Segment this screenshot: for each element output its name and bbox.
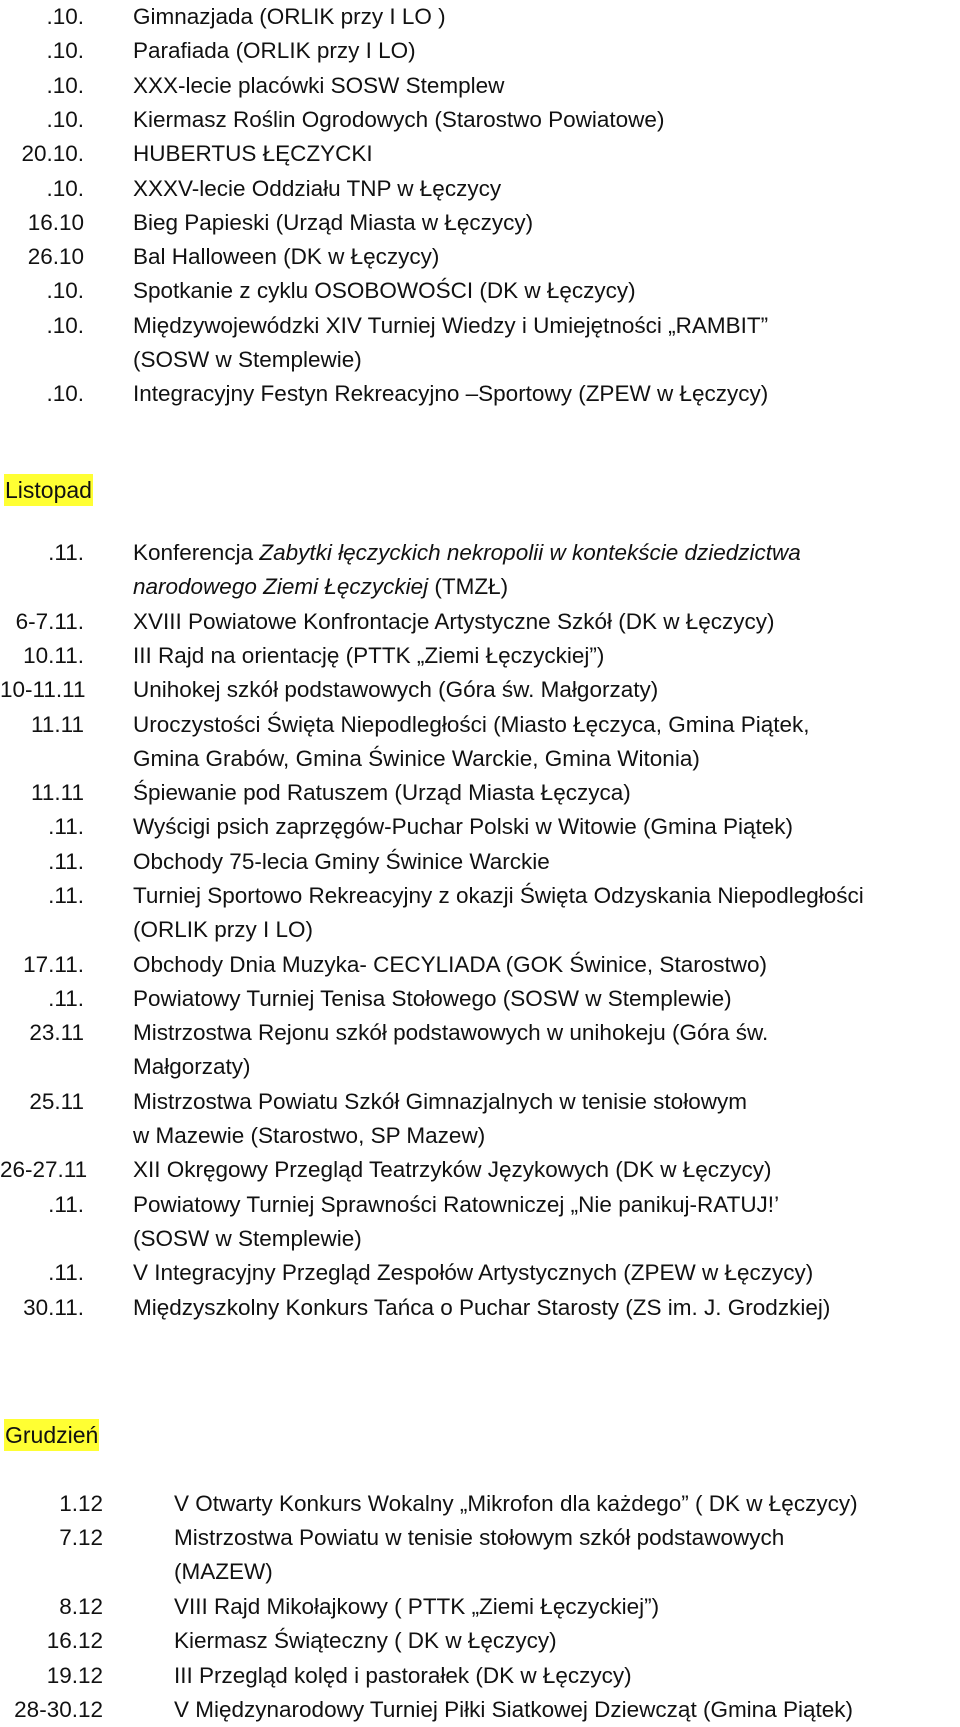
event-line	[133, 570, 801, 604]
event-date: .10.	[46, 312, 84, 338]
event-date: .10.	[46, 4, 84, 29]
event-date: 17.11.	[23, 951, 84, 977]
event-date: .11.	[48, 814, 84, 840]
event-description	[133, 845, 550, 879]
event-date: .11.	[48, 883, 84, 908]
event-description	[133, 1256, 813, 1290]
event-line: Spotkanie z cyklu OSOBOWOŚCI (DK w Łęczycy)	[133, 278, 636, 304]
event-line: Parafiada (ORLIK przy I LO)	[133, 38, 416, 64]
event-line: Międzyszkolny Konkurs Tańca o Puchar Starosty (ZS im. J. Grodzkiej)	[133, 1294, 831, 1320]
event-line: (SOSW w Stemplewie)	[133, 1225, 362, 1251]
event-description	[133, 639, 604, 673]
event-description	[133, 172, 501, 206]
event-description	[133, 879, 864, 947]
event-date: 8.12	[59, 1593, 103, 1619]
event-date: .10.	[46, 381, 84, 407]
event-date: 26.10	[27, 244, 84, 270]
event-description	[174, 1693, 853, 1727]
event-date: .11.	[48, 540, 84, 565]
event-date: 11.11	[31, 711, 84, 737]
event-date: 6-7.11.	[15, 608, 84, 634]
event-line: Obchody Dnia Muzyka- CECYLIADA (GOK Świnice, Starostwo)	[133, 951, 767, 977]
event-description	[133, 536, 801, 604]
event-line: Śpiewanie pod Ratuszem (Urząd Miasta Łęczyca)	[133, 780, 631, 806]
event-line: (ORLIK przy I LO)	[133, 917, 314, 942]
month-heading-december: Grudzień	[4, 1419, 99, 1451]
event-date: .10.	[46, 278, 84, 304]
event-date: 28-30.12	[14, 1696, 103, 1722]
event-description	[133, 69, 504, 103]
event-line: Turniej Sportowo Rekreacyjny z okazji Święta Odzyskania Niepodległości	[133, 883, 864, 908]
event-description	[133, 1188, 779, 1256]
event-line: XXX-lecie placówki SOSW Stemplew	[133, 72, 505, 98]
event-description	[174, 1624, 557, 1658]
event-description	[133, 206, 533, 240]
event-line: Uroczystości Święta Niepodległości (Miasto Łęczyca, Gmina Piątek,	[133, 711, 810, 737]
event-line: Kiermasz Roślin Ogrodowych (Starostwo Powiatowe)	[133, 106, 665, 132]
event-line: Bieg Papieski (Urząd Miasta w Łęczycy)	[133, 209, 534, 235]
event-description	[174, 1659, 632, 1693]
event-description	[133, 274, 636, 308]
event-description	[174, 1487, 858, 1521]
event-line: V Integracyjny Przegląd Zespołów Artystycznych (ZPEW w Łęczycy)	[133, 1260, 814, 1286]
event-date: .11.	[48, 1260, 84, 1286]
event-line: Powiatowy Turniej Sprawności Ratowniczej „Nie panikuj-RATUJ!’	[133, 1191, 780, 1217]
event-line: Obchody 75-lecia Gminy Świnice Warckie	[133, 848, 550, 874]
event-description	[133, 1153, 772, 1187]
event-line	[133, 536, 801, 570]
event-date: .10.	[46, 106, 84, 132]
event-description	[133, 240, 439, 274]
event-line: Międzywojewódzki XIV Turniej Wiedzy i Umiejętności „RAMBIT”	[133, 312, 769, 338]
event-line: Unihokej szkół podstawowych (Góra św. Małgorzaty)	[133, 677, 659, 703]
event-line: XVIII Powiatowe Konfrontacje Artystyczne Szkół (DK w Łęczycy)	[133, 608, 775, 634]
event-line: Powiatowy Turniej Tenisa Stołowego (SOSW w Stemplewie)	[133, 985, 732, 1011]
event-line: Mistrzostwa Powiatu Szkół Gimnazjalnych w tenisie stołowym	[133, 1088, 747, 1114]
event-line: HUBERTUS ŁĘCZYCKI	[133, 141, 373, 167]
event-date: 7.12	[59, 1525, 103, 1551]
event-date: 19.12	[46, 1662, 103, 1688]
event-line: Mistrzostwa Powiatu w tenisie stołowym szkół podstawowych	[174, 1525, 785, 1551]
event-line: w Mazewie (Starostwo, SP Mazew)	[133, 1122, 486, 1148]
event-line: Mistrzostwa Rejonu szkół podstawowych w unihokeju (Góra św.	[133, 1020, 769, 1046]
event-description	[133, 673, 658, 707]
event-date: 20.10.	[21, 141, 84, 167]
event-line: Bal Halloween (DK w Łęczycy)	[133, 244, 440, 270]
event-line: Wyścigi psich zaprzęgów-Puchar Polski w Witowie (Gmina Piątek)	[133, 814, 793, 840]
event-text: Konferencja	[133, 540, 260, 565]
event-description	[133, 309, 768, 377]
event-description	[174, 1590, 659, 1624]
event-date: 23.11	[29, 1020, 84, 1046]
event-date: 25.11	[29, 1088, 84, 1114]
event-date: .11.	[48, 985, 84, 1011]
event-description	[133, 377, 768, 411]
event-title-italic: narodowego Ziemi Łęczyckiej	[133, 574, 429, 599]
event-line: Integracyjny Festyn Rekreacyjno –Sportowy (ZPEW w Łęczycy)	[133, 381, 769, 407]
event-description	[133, 605, 775, 639]
event-row	[0, 536, 960, 604]
event-line: III Rajd na orientację (PTTK „Ziemi Łęczyckiej”)	[133, 642, 605, 668]
event-date: .10.	[46, 38, 84, 64]
event-text: (TMZŁ)	[428, 574, 509, 599]
event-description	[133, 34, 416, 68]
event-line: Kiermasz Świąteczny ( DK w Łęczycy)	[174, 1628, 557, 1654]
event-description	[133, 810, 793, 844]
event-line: (SOSW w Stemplewie)	[133, 346, 362, 372]
event-line: VIII Rajd Mikołajkowy ( PTTK „Ziemi Łęczyckiej”)	[174, 1593, 660, 1619]
event-line: V Międzynarodowy Turniej Piłki Siatkowej Dziewcząt (Gmina Piątek)	[174, 1696, 853, 1722]
event-date: .10.	[46, 175, 84, 201]
event-description	[133, 1016, 768, 1084]
event-description	[133, 1085, 747, 1153]
event-description	[133, 137, 373, 171]
event-date: 26-27.11	[0, 1157, 88, 1183]
event-title-italic: Zabytki łęczyckich nekropolii w kontekście dziedzictwa	[259, 540, 801, 565]
event-description	[133, 776, 631, 810]
event-line: Małgorzaty)	[133, 1054, 251, 1080]
event-date: 16.12	[46, 1628, 103, 1654]
event-description	[133, 0, 446, 34]
event-date: 10.11.	[23, 642, 84, 668]
event-date: .11.	[48, 848, 84, 874]
event-line: III Przegląd kolęd i pastorałek (DK w Łęczycy)	[174, 1662, 632, 1688]
event-line: V Otwarty Konkurs Wokalny „Mikrofon dla każdego” ( DK w Łęczycy)	[174, 1491, 858, 1516]
event-line: (MAZEW)	[174, 1559, 273, 1585]
event-line: XXXV-lecie Oddziału TNP w Łęczycy	[133, 175, 502, 201]
event-date: .11.	[48, 1191, 84, 1217]
event-description	[133, 948, 767, 982]
event-date: .10.	[46, 72, 84, 98]
event-line: XII Okręgowy Przegląd Teatrzyków Językowych (DK w Łęczycy)	[133, 1157, 772, 1183]
event-line: Gmina Grabów, Gmina Świnice Warckie, Gmina Witonia)	[133, 745, 700, 771]
event-line: Gimnazjada (ORLIK przy I LO )	[133, 4, 446, 29]
event-date: 1.12	[59, 1491, 103, 1516]
event-description	[133, 103, 664, 137]
event-description	[174, 1521, 784, 1589]
event-date: 10-11.11	[0, 677, 86, 703]
event-date: 30.11.	[23, 1294, 84, 1320]
event-description	[133, 1291, 830, 1325]
event-description	[133, 982, 732, 1016]
event-date: 11.11	[31, 780, 84, 806]
month-heading-november: Listopad	[4, 474, 93, 506]
event-date: 16.10	[27, 209, 84, 235]
event-description	[133, 708, 810, 776]
